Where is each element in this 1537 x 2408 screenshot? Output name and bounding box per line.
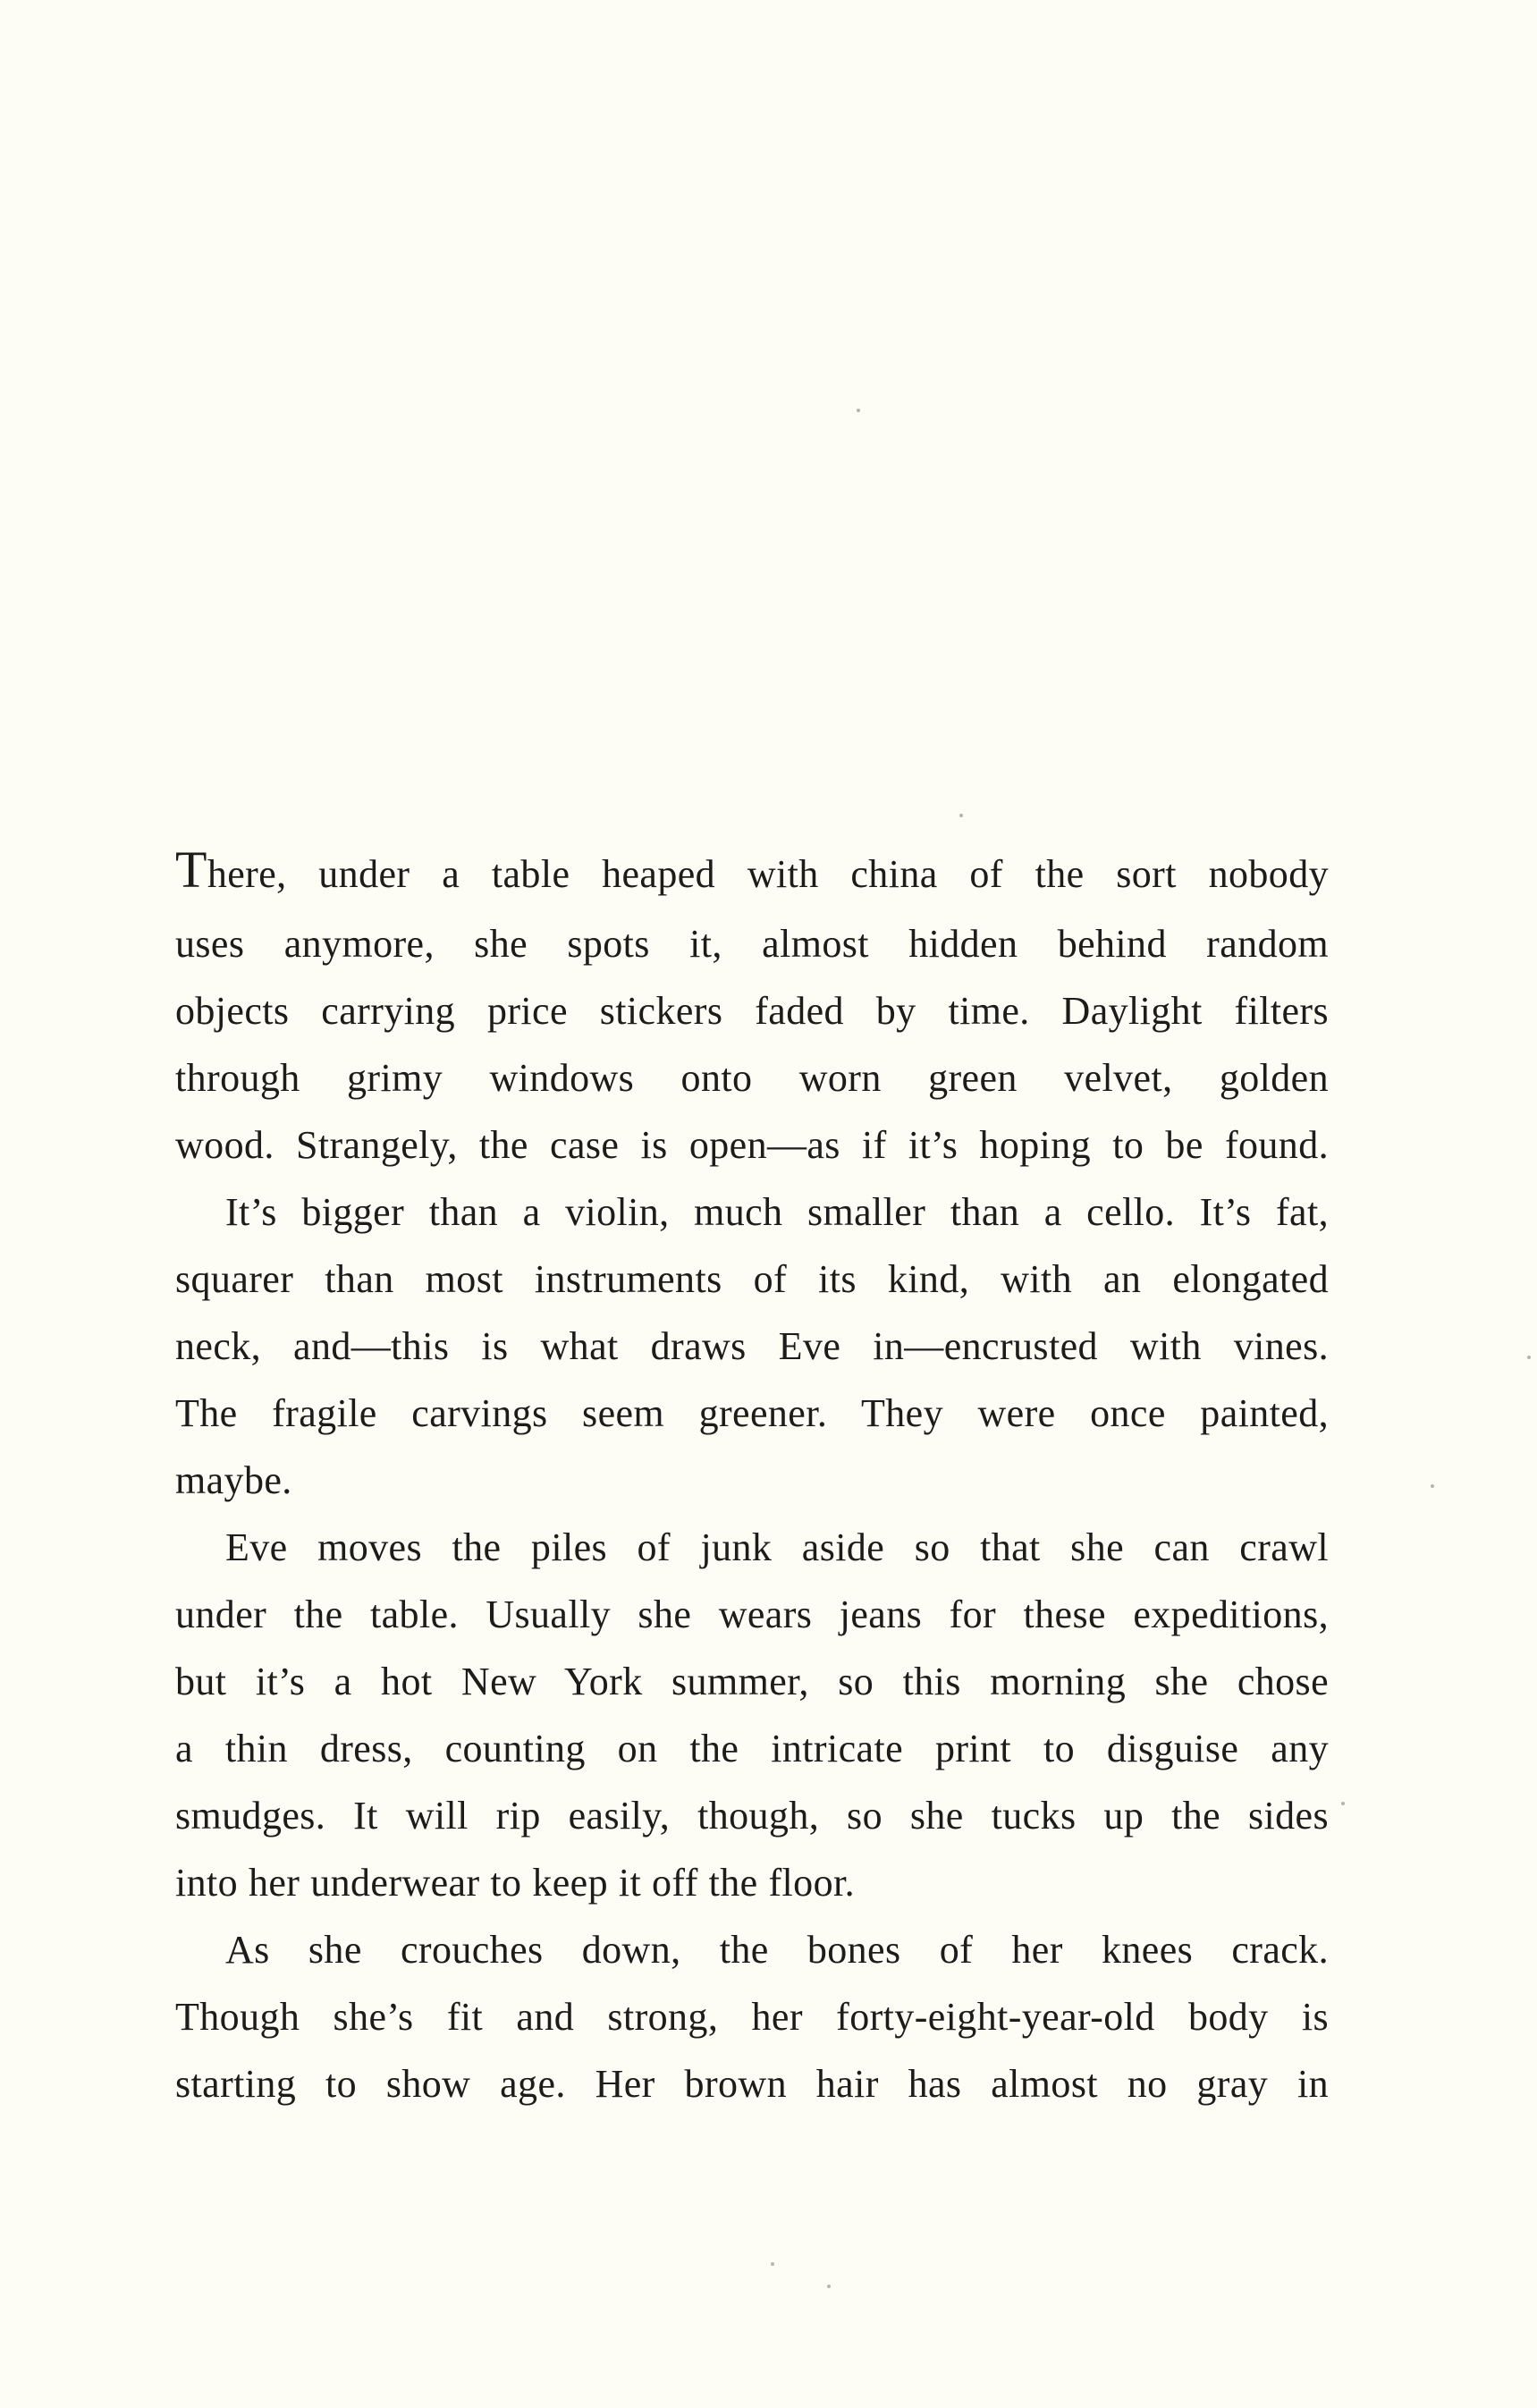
paper-speck <box>857 409 860 412</box>
text-line: The fragile carvings seem greener. They were once painted, <box>175 1391 1329 1435</box>
paper-speck <box>1431 1484 1434 1488</box>
text-line: a thin dress, counting on the intricate print to disguise any <box>175 1727 1329 1770</box>
text-line: neck, and—this is what draws Eve in—encrusted with vines. <box>175 1324 1329 1368</box>
text-line: There, under a table heaped with china of the sort nobody <box>175 841 1329 899</box>
paper-speck <box>1341 1802 1345 1805</box>
text-line: through grimy windows onto worn green velvet, golden <box>175 1056 1329 1100</box>
paragraph-3 <box>175 1514 1329 1916</box>
text-line: maybe. <box>175 1458 292 1502</box>
paragraph-2 <box>175 1179 1329 1514</box>
paper-speck <box>1527 1356 1531 1359</box>
paragraph-1 <box>175 839 1329 1179</box>
text-line: into her underwear to keep it off the floor. <box>175 1861 855 1905</box>
text-line: It’s bigger than a violin, much smaller than a cello. It’s fat, <box>225 1190 1329 1234</box>
text-line: As she crouches down, the bones of her knees crack. <box>225 1928 1329 1972</box>
dropcap: T <box>175 841 207 899</box>
text-line: Though she’s fit and strong, her forty-eight-year-old body is <box>175 1995 1329 2039</box>
text-line: wood. Strangely, the case is open—as if it’s hoping to be found. <box>175 1123 1329 1167</box>
paper-speck <box>959 814 963 817</box>
text-line: squarer than most instruments of its kind, with an elongated <box>175 1257 1329 1301</box>
body-text <box>175 839 1329 2117</box>
text-line: objects carrying price stickers faded by time. Daylight filters <box>175 989 1329 1033</box>
paper-speck <box>771 2262 774 2266</box>
paper-speck <box>827 2285 831 2288</box>
paragraph-4 <box>175 1916 1329 2117</box>
text-line: starting to show age. Her brown hair has almost no gray in <box>175 2062 1329 2106</box>
text-line: uses anymore, she spots it, almost hidden behind random <box>175 922 1329 966</box>
text-line: Eve moves the piles of junk aside so that she can crawl <box>225 1525 1329 1569</box>
text-line: smudges. It will rip easily, though, so she tucks up the sides <box>175 1794 1329 1838</box>
text-line: under the table. Usually she wears jeans for these expeditions, <box>175 1593 1329 1636</box>
text-line: but it’s a hot New York summer, so this morning she chose <box>175 1660 1329 1703</box>
